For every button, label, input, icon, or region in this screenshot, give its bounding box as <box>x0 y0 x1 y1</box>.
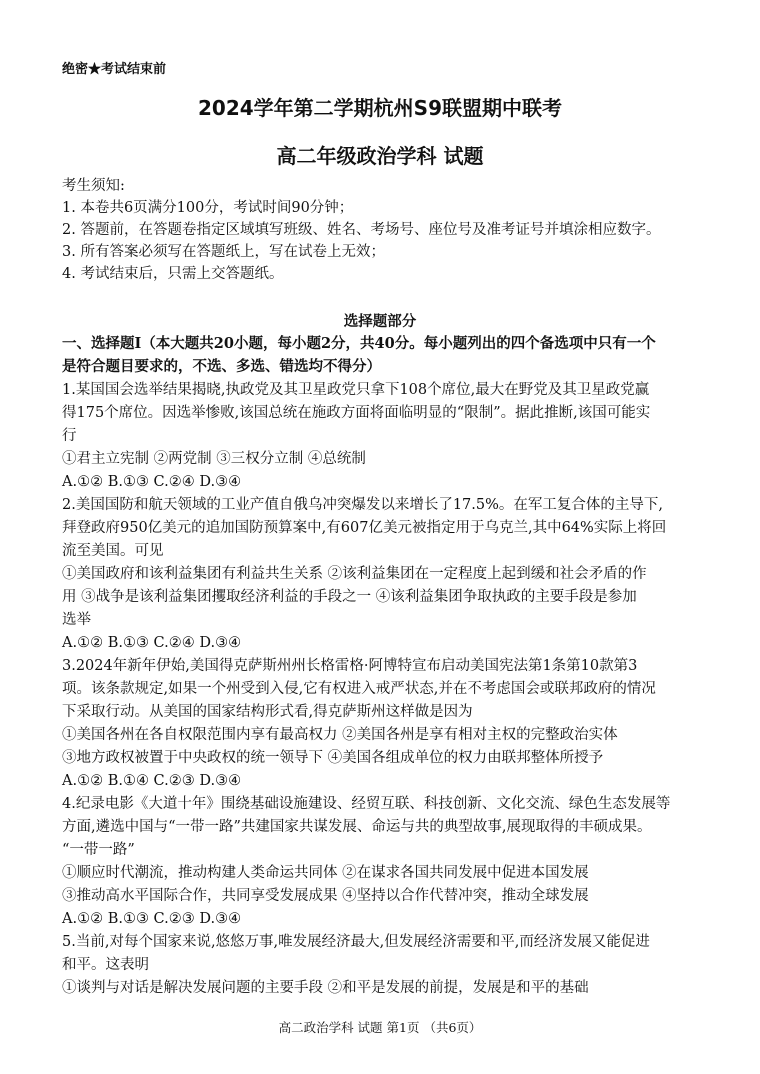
secret-label: 绝密★考试结束前 <box>62 62 167 77</box>
question-5-stem: 和平。这表明 <box>62 957 149 973</box>
exam-subtitle: 高二年级政治学科 试题 <box>276 144 484 168</box>
notice-item: 4. 考试结束后，只需上交答题纸。 <box>62 266 284 282</box>
question-4-stem: 方面,遴选中国与“一带一路”共建国家共谋发展、命运与共的典型故事,展现取得的丰硕成果。 <box>62 819 652 835</box>
notice-item: 1. 本卷共6页满分100分，考试时间90分钟； <box>62 200 354 216</box>
question-1-stem: 行 <box>62 428 77 444</box>
question-4-stem: “一带一路” <box>62 842 135 858</box>
question-2-answers: A.①② B.①③ C.②④ D.③④ <box>62 635 242 651</box>
question-5-stem: 5.当前,对每个国家来说,悠悠万事,唯发展经济最大,但发展经济需要和平,而经济发展又能促进 <box>62 934 650 950</box>
question-1-answers: A.①② B.①③ C.②④ D.③④ <box>62 474 242 490</box>
question-1-options: ①君主立宪制 ②两党制 ③三权分立制 ④总统制 <box>62 451 366 467</box>
question-2-stem: 流至美国。可见 <box>62 543 164 559</box>
question-2-stem: 拜登政府950亿美元的追加国防预算案中,有607亿美元被指定用于乌克兰,其中64%实际上将回 <box>62 520 667 536</box>
question-4-options: ③推动高水平国际合作，共同享受发展成果 ④坚持以合作代替冲突，推动全球发展 <box>62 888 589 904</box>
question-3-stem: 3.2024年新年伊始,美国得克萨斯州州长格雷格·阿博特宣布启动美国宪法第1条第10款第3 <box>62 658 638 674</box>
section-instruction: 是符合题目要求的，不选、多选、错选均不得分） <box>62 358 381 375</box>
notice-item: 2. 答题前，在答题卷指定区域填写班级、姓名、考场号、座位号及准考证号并填涂相应数字。 <box>62 222 661 238</box>
question-1-stem: 得175个席位。因选举惨败,该国总统在施政方面将面临明显的“限制”。据此推断,该国可能实 <box>62 405 651 421</box>
section-instruction: 一、选择题Ⅰ（本大题共20小题，每小题2分，共40分。每小题列出的四个备选项中只有一个 <box>62 335 656 352</box>
notice-item: 3. 所有答案必须写在答题纸上，写在试卷上无效； <box>62 244 385 260</box>
question-3-stem: 下采取行动。从美国的国家结构形式看,得克萨斯州这样做是因为 <box>62 704 473 720</box>
question-1-stem: 1.某国国会选举结果揭晓,执政党及其卫星政党只拿下108个席位,最大在野党及其卫星政党赢 <box>62 382 650 398</box>
question-4-options: ①顺应时代潮流，推动构建人类命运共同体 ②在谋求各国共同发展中促进本国发展 <box>62 865 589 881</box>
question-3-stem: 项。该条款规定,如果一个州受到入侵,它有权进入戒严状态,并在不考虑国会或联邦政府的情况 <box>62 681 656 697</box>
notice-heading: 考生须知: <box>62 178 125 194</box>
section-title: 选择题部分 <box>343 313 417 330</box>
question-3-options: ③地方政权被置于中央政权的统一领导下 ④美国各组成单位的权力由联邦整体所授予 <box>62 750 604 766</box>
question-2-options: 用 ③战争是该利益集团攫取经济利益的手段之一 ④该利益集团争取执政的主要手段是参加 <box>62 589 637 605</box>
question-4-stem: 4.纪录电影《大道十年》围绕基础设施建设、经贸互联、科技创新、文化交流、绿色生态发展等 <box>62 796 671 812</box>
question-5-options: ①谈判与对话是解决发展问题的主要手段 ②和平是发展的前提，发展是和平的基础 <box>62 980 589 996</box>
page-footer: 高二政治学科 试题 第1页 （共6页） <box>278 1020 482 1035</box>
question-2-options: 选举 <box>62 612 91 628</box>
question-2-stem: 2.美国国防和航天领域的工业产值自俄乌冲突爆发以来增长了17.5%。在军工复合体的主导下, <box>62 497 664 513</box>
question-3-answers: A.①② B.①④ C.②③ D.③④ <box>62 773 242 789</box>
question-3-options: ①美国各州在各自权限范围内享有最高权力 ②美国各州是享有相对主权的完整政治实体 <box>62 727 618 743</box>
exam-title: 2024学年第二学期杭州S9联盟期中联考 <box>198 96 562 120</box>
question-2-options: ①美国政府和该利益集团有利益共生关系 ②该利益集团在一定程度上起到缓和社会矛盾的作 <box>62 566 647 582</box>
question-4-answers: A.①② B.①③ C.②③ D.③④ <box>62 911 242 927</box>
